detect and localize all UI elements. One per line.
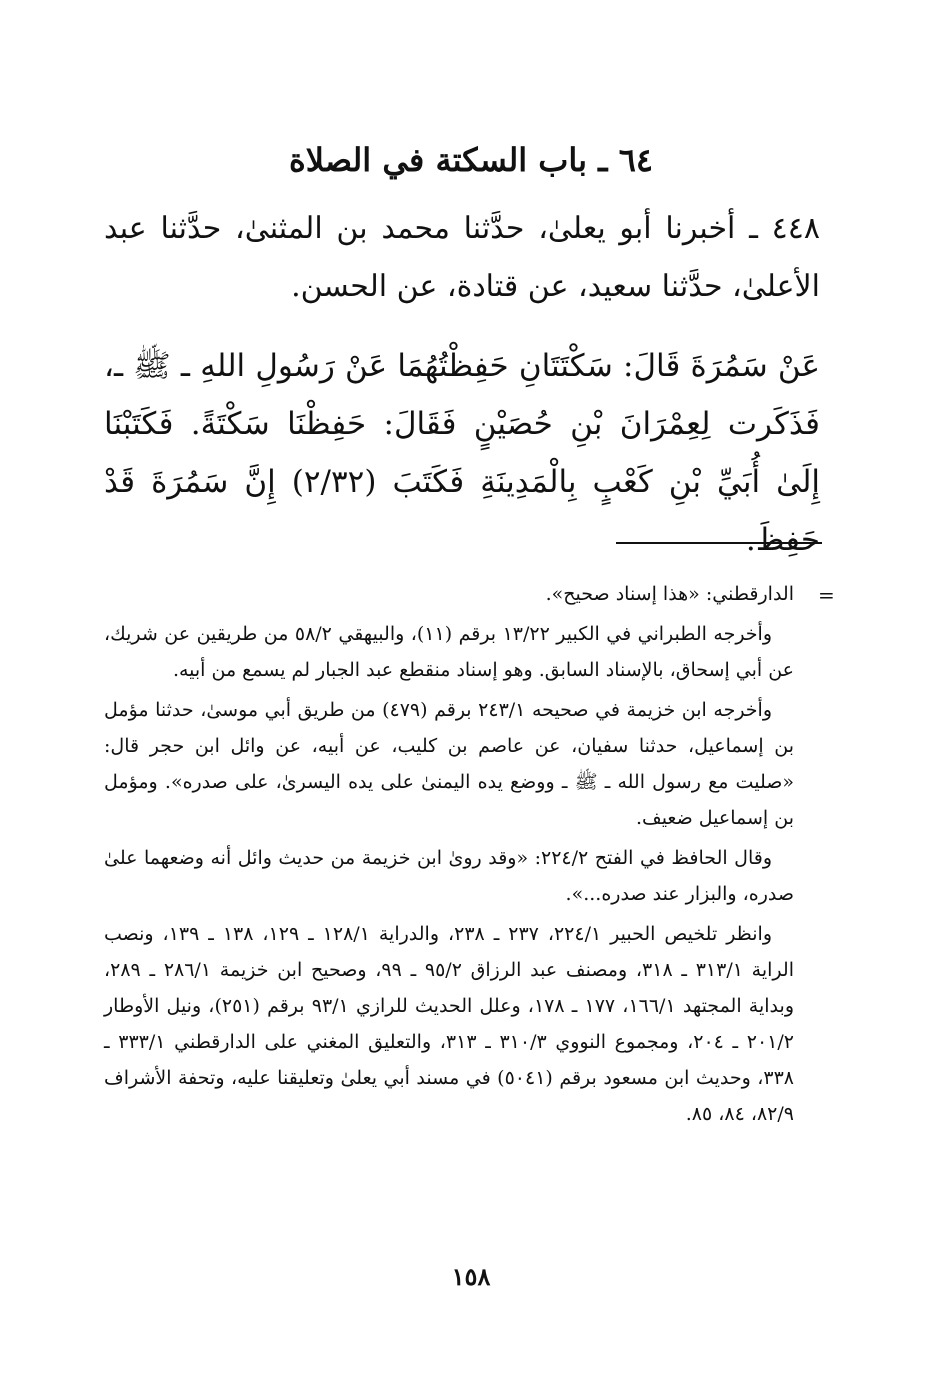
hadith-chain-of-narration: ٤٤٨ ـ أخبرنا أبو يعلىٰ، حدَّثنا محمد بن المثنىٰ، حدَّثنا عبد الأعلىٰ، حدَّثنا سعيد، عن قتادة، عن الحسن.: [104, 211, 820, 304]
footnote-divider: [616, 542, 822, 544]
footnote-paragraph: وأخرجه ابن خزيمة في صحيحه ٢٤٣/١ برقم (٤٧٩) من طريق أبي موسىٰ، حدثنا مؤمل بن إسماعيل، حدثنا سفيان، عن عاصم بن كليب، عن أبيه، عن وائل ابن حجر قال: «صليت مع رسول الله ـ ﷺ ـ ووضع يده اليمنىٰ على يده اليسرىٰ، على صدره». ومؤمل بن إسماعيل ضعيف.: [104, 699, 794, 829]
footnote-continuation-mark: =: [818, 583, 835, 607]
page-number: ١٥٨: [451, 1262, 491, 1291]
footnote-paragraph: وأخرجه الطبراني في الكبير ١٣/٢٢ برقم (١١)، والبيهقي ٥٨/٢ من طريقين عن شريك، عن أبي إسحاق، بالإسناد السابق. وهو إسناد منقطع عبد الجبار لم يسمع من أبيه.: [104, 623, 794, 681]
hadith-text: عَنْ سَمُرَةَ قَالَ: سَكْتَتَانِ حَفِظْتُهُمَا عَنْ رَسُولِ اللهِ ـ ﷺ ـ، فَذَكَرت لِعِمْرَانَ بْنِ حُصَيْنٍ فَقَالَ: حَفِظْنَا سَكْتَةً. فَكَتَبْنَا إِلَىٰ أُبَيِّ بْنِ كَعْبٍ بِالْمَدِينَةِ فَكَتَبَ (٢/٣٢) إِنَّ سَمُرَةَ قَدْ حَفِظَ.: [104, 348, 820, 558]
footnote-paragraph: وقال الحافظ في الفتح ٢٢٤/٢: «وقد روىٰ ابن خزيمة من حديث وائل أنه وضعهما علىٰ صدره، والبزار عند صدره...».: [104, 847, 794, 905]
chapter-title: ٦٤ ـ باب السكتة في الصلاة: [288, 141, 654, 179]
footnotes: [104, 576, 794, 1136]
footnote-paragraph: وانظر تلخيص الحبير ٢٢٤/١، ٢٣٧ ـ ٢٣٨، والدراية ١٢٨/١ ـ ١٢٩، ١٣٨ ـ ١٣٩، ونصب الراية ٣١٣/١ ـ ٣١٨، ومصنف عبد الرزاق ٩٥/٢ ـ ٩٩، وصحيح ابن خزيمة ٢٨٦/١ ـ ٢٨٩، وبداية المجتهد ١٦٦/١، ١٧٧ ـ ١٧٨، وعلل الحديث للرازي ٩٣/١ برقم (٢٥١)، ونيل الأوطار ٢٠١/٢ ـ ٢٠٤، ومجموع النووي ٣١٠/٣ ـ ٣١٣، والتعليق المغني على الدارقطني ٣٣٣/١ ـ ٣٣٨، وحديث ابن مسعود برقم (٥٠٤١) في مسند أبي يعلىٰ وتعليقنا عليه، وتحفة الأشراف ٨٢/٩، ٨٤، ٨٥.: [104, 923, 794, 1125]
footnote-paragraph: الدارقطني: «هذا إسناد صحيح».: [545, 583, 794, 605]
